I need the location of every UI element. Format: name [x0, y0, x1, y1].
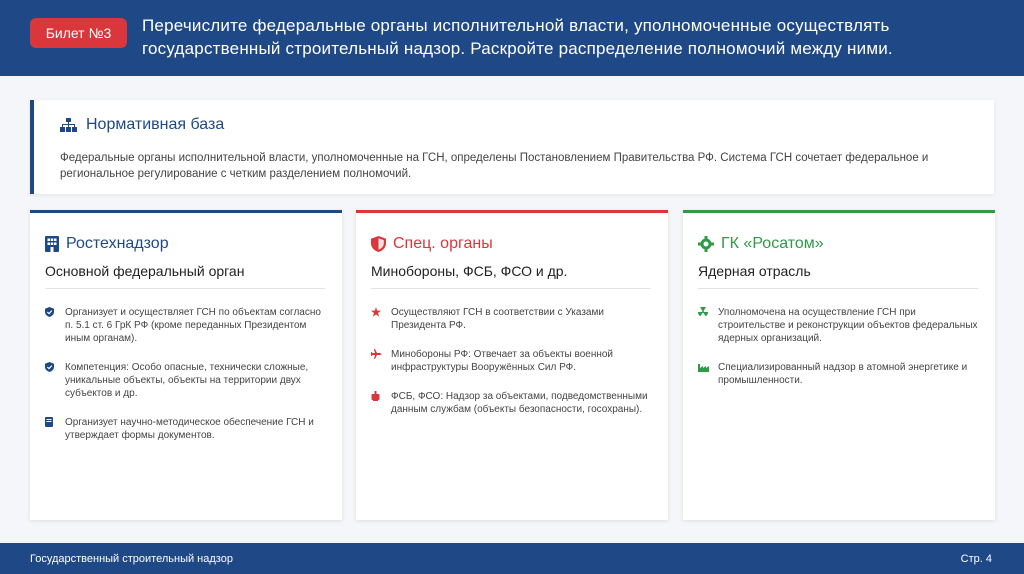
card-rostekhnadzor-heading [45, 235, 169, 253]
list-item [698, 306, 978, 345]
star-icon [371, 307, 381, 317]
footer-title: Государственный строительный надзор [30, 553, 233, 565]
book-icon [45, 417, 53, 427]
list-item-text: ФСБ, ФСО: Надзор за объектами, подведомственными данным службам (объекты безопасности, госохраны). [391, 391, 648, 415]
card-rosatom-list [698, 306, 978, 403]
list-item-text: Организует и осуществляет ГСН по объектам согласно п. 5.1 ст. 6 ГрК РФ (кроме переданных Президентом иным органам). [65, 307, 321, 344]
normative-basis-title: Нормативная база [86, 116, 225, 133]
normative-basis-text: Федеральные органы исполнительной власти, уполномоченные на ГСН, определены Постановлением Правительства РФ. Система ГСН сочетает федеральное и региональное регулирование с четким разделением полномочий. [60, 152, 929, 180]
sitemap-icon [60, 118, 77, 132]
industry-icon [698, 362, 709, 372]
list-item [45, 361, 325, 400]
building-icon [45, 236, 59, 252]
list-item [698, 361, 978, 387]
page-number: Стр. 4 [960, 553, 992, 565]
list-item [371, 306, 651, 332]
badge-icon [371, 391, 380, 401]
list-item [45, 416, 325, 442]
list-item [45, 306, 325, 345]
check-shield-icon [45, 307, 54, 317]
list-item-text: Специализированный надзор в атомной энергетике и промышленности. [718, 362, 968, 386]
normative-basis-panel [30, 100, 994, 194]
list-item-text: Осуществляют ГСН в соответствии с Указами Президента РФ. [391, 307, 604, 331]
card-special-bodies-subtitle: Минобороны, ФСБ, ФСО и др. [371, 263, 568, 279]
card-rosatom-subtitle: Ядерная отрасль [698, 263, 811, 279]
header-bar [0, 0, 1024, 76]
card-rosatom-title: ГК «Росатом» [721, 235, 824, 252]
card-rostekhnadzor [30, 210, 342, 520]
list-item [371, 348, 651, 374]
card-rostekhnadzor-list [45, 306, 325, 458]
divider [45, 288, 325, 289]
list-item-text: Минобороны РФ: Отвечает за объекты военной инфраструктуры Вооружённых Сил РФ. [391, 349, 614, 373]
shield-icon [371, 236, 386, 252]
footer-bar [0, 543, 1024, 574]
card-rosatom [683, 210, 995, 520]
card-special-bodies-title: Спец. органы [393, 235, 493, 252]
card-special-bodies-list [371, 306, 651, 432]
jet-icon [371, 349, 382, 359]
list-item [371, 390, 651, 416]
divider [698, 288, 978, 289]
ticket-badge: Билет №3 [30, 18, 127, 48]
list-item-text: Организует научно-методическое обеспечение ГСН и утверждает формы документов. [65, 417, 314, 441]
card-rostekhnadzor-subtitle: Основной федеральный орган [45, 263, 245, 279]
divider [371, 288, 651, 289]
atom-gear-icon [698, 236, 714, 252]
page-title: Перечислите федеральные органы исполнительной власти, уполномоченные осуществлять государственный строительный надзор. Раскройте распределение полномочий между ними. [142, 16, 893, 58]
check-shield-icon [45, 362, 54, 372]
card-special-bodies [356, 210, 668, 520]
list-item-text: Компетенция: Особо опасные, технически сложные, уникальные объекты, объекты на территории двух субъектов и др. [65, 362, 309, 399]
list-item-text: Уполномочена на осуществление ГСН при строительстве и реконструкции объектов федеральных ядерных организаций. [718, 307, 978, 344]
normative-basis-heading [60, 116, 224, 134]
radiation-icon [698, 307, 708, 317]
card-special-bodies-heading [371, 235, 493, 253]
card-rostekhnadzor-title: Ростехнадзор [66, 235, 169, 252]
card-rosatom-heading [698, 235, 824, 253]
